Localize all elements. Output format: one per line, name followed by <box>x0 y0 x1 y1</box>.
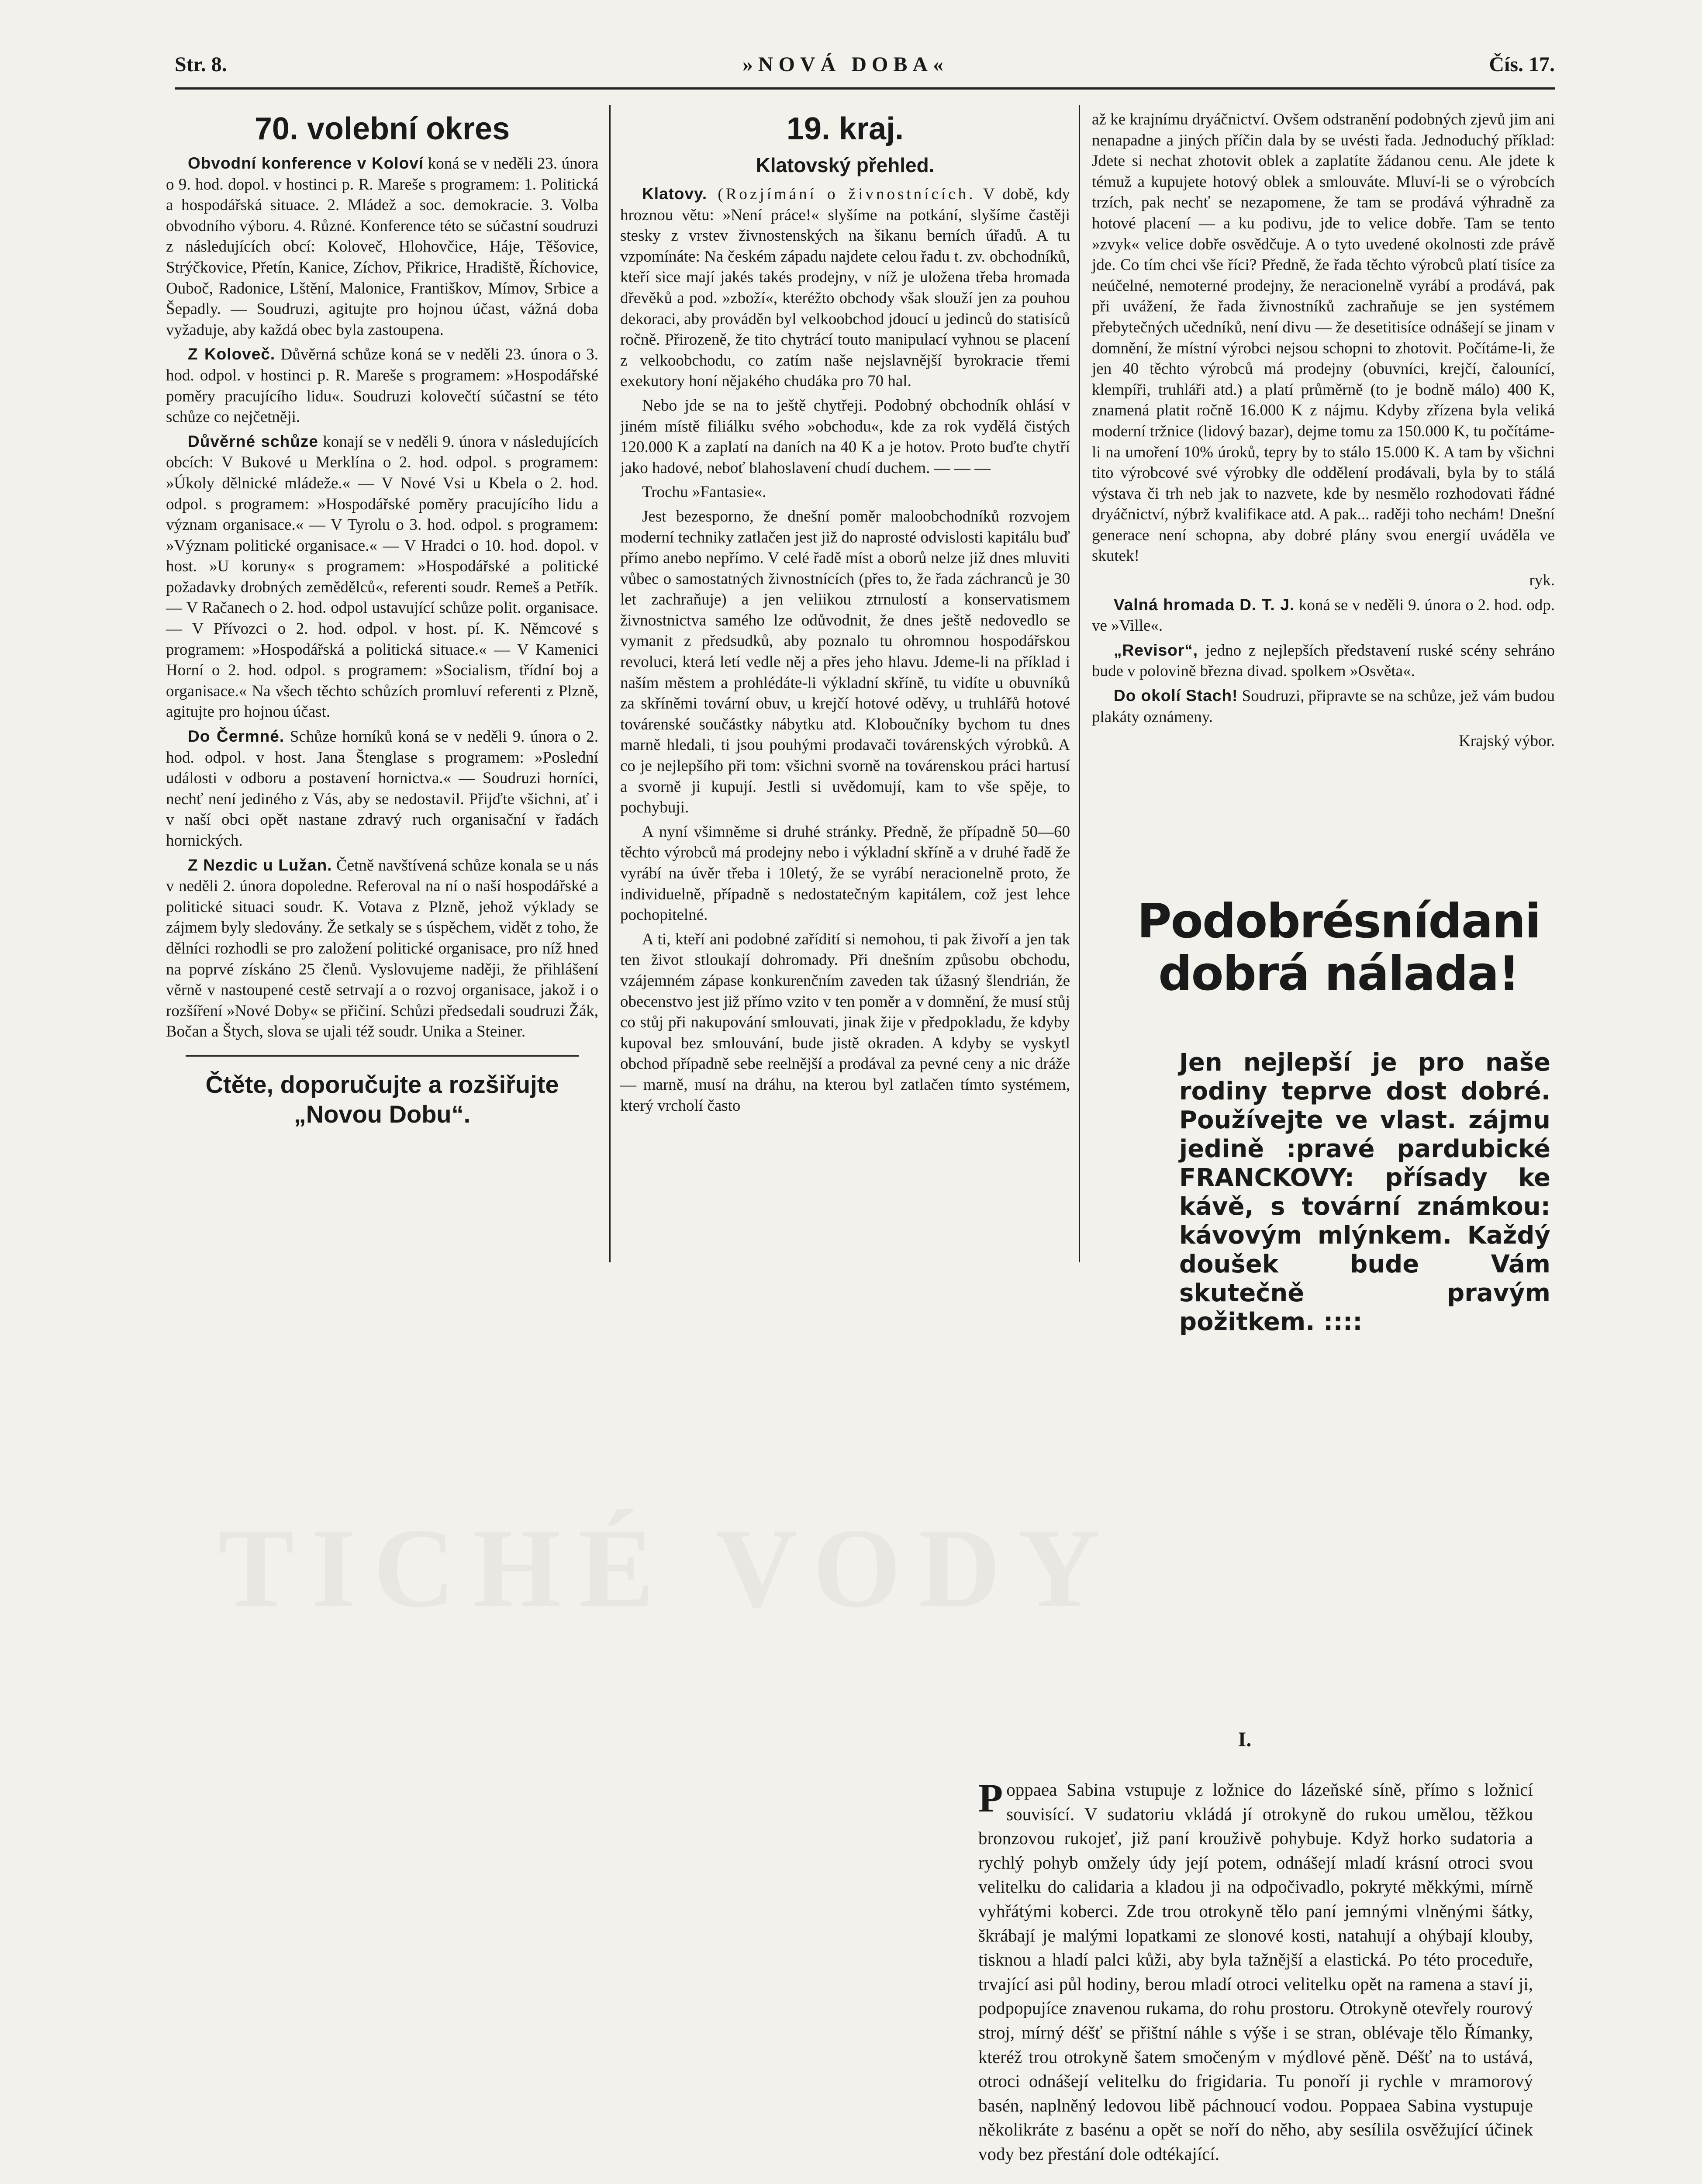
page-label: Str. 8. <box>175 53 227 76</box>
article-paragraph: Do Čermné. Schůze horníků koná se v neděli 9. února o 2. hod. odpol. v host. Jana Štenglase s programem: »Poslední události v odboru a postavení hornictva.« — Soudruzi horníci, nechť není jediného z Vás, aby se nedostavil. Přijďte všichni, ať i v naší obci opět nastane zdravý ruch organisační v řadách hornických. <box>166 727 599 850</box>
section-title: 19. kraj. <box>786 111 904 146</box>
article-paragraph: A ti, kteří ani podobné zařídití si nemohou, ti pak živoří a jen tak ten život stloukají dohromady. Při dnešním způsobu obchodu, vzájemném zápase konkurenčním zaveden tak úžasný šlendrián, že obecenstvo jest již přímo vzito v ten poměr a v domnění, že musí stůj co stůj při nakupování smlouvati, jinak žije v předpokladu, že kdyby kupoval bez smlouvání, bude jistě okraden. A kdyby se vyskytl obchod případně sebe reelnější a prodával za pevné ceny a nic dráže — marně, musí na dráhu, na kterou byl zatlačen tímto systémem, který vrcholí často <box>620 930 1070 1115</box>
section-title: 70. volební okres <box>254 111 510 146</box>
article-paragraph: Jest bezesporno, že dnešní poměr maloobchodníků rozvojem moderní techniky zatlačen jest již do naprosté odvislosti kapitálu buď přímo anebo nepřímo. V celé řadě míst a oborů nelze již dnes mluviti vůbec o samostatných živnostnících (přes to, že řada záchranců je 30 let zachraňuje) a jen veliikou ztrnulostí a konservatismem živnostnictva samého lze odůvodnit, že dnes ještě nedovedlo se vymanit z předsudků, aby poznalo tu ohromnou hospodářskou revoluci, která letí vedle něj a přes jeho hlavu. Jdeme-li na příklad i naším městem a prohlédáte-li výkladní skříně, tu vidíte u obuvníků za skříněmi tovární obuv, u krejčí hotové oděvy, u truhlářů hotové továrenské součástky nábytku atd. Kloboučníky bychom tu dnes marně hledali, ti jsou pouhými prodavači továrenských výrobků. A co je nejlepšího při tom: všichni svorně na továrenskou práci hartusí a svorně ji kupují. Jestli si uvědomují, kam to vše spěje, to pochybuji. <box>620 507 1070 817</box>
article-signature: ryk. <box>1529 571 1555 590</box>
ad-headline: Podobrésnídani dobrá nálada! <box>1137 894 1540 1001</box>
issue-number: Čís. 17. <box>1489 53 1555 76</box>
subscribe-appeal: Čtěte, doporučujte a rozšiřujte „Novou Dobu“. <box>205 1070 559 1128</box>
header-rule <box>175 87 1555 90</box>
bleed-through-title: TICHÉ VODY <box>218 1505 1118 1631</box>
paper-name: »NOVÁ DOBA« <box>742 53 949 76</box>
column-divider <box>1079 105 1080 1262</box>
article-paragraph: A nyní všimněme si druhé stránky. Předně, že případně 50—60 těchto výrobců má prodejny nebo i výkladní skříně a v druhé řadě že vyrábí na úvěr třeba i 10letý, že se vyrábí neracionelně proto, že individuelně, případně s nedostatečným kapitálem, což jest lehce pochopitelné. <box>620 822 1070 924</box>
drop-cap: P <box>978 1776 1003 1820</box>
column-divider <box>609 105 611 1262</box>
article-paragraph: Valná hromada D. T. J. koná se v neděli 9. února o 2. hod. odp. ve »Ville«. <box>1092 595 1555 635</box>
article-paragraph: Trochu »Fantasie«. <box>642 483 766 501</box>
article-paragraph: až ke krajnímu dryáčnictví. Ovšem odstranění podobných zjevů jim ani nenapadne a jiných příčin dala by se uvésti řada. Jednoduchý příklad: Jdete si nechat zhotovit oblek a zaplatíte žádanou cenu. Ale jdete k témuž a kupujete hotový oblek a smlouváte. Mluví-li se o výrobcích trzích, pak nechť se nezapomene, že tam se prodává výhradně za hotové placení — a ku podivu, jde to velice dobře. Tam se tento »zvyk« velice dobře osvědčuje. A o tyto uvedené okolnosti zde právě jde. Co tím chci vše říci? Předně, že řada těchto výrobců platí tisíce za neúčelné, nemoterné prodejny, že neracionelně vyrábí a prodává, pak při uvážení, že řada živnostníků zachraňuje se jen systémem přebytečných učedníků, není divu — že desetitisíce odnášejí se jinam v domnění, že místní výrobci nejsou schopni to zhotovit. Počítáme-li, že jen 40 těchto výrobců má prodejny (obuvníci, krejčí, čalounící, klempíři, truhláři atd.) a platí průměrně (to je bodně málo) 400 K, znamená platit ročně 16.000 K z nájmu. Kdyby zřízena byla veliká moderní tržnice (lidový bazar), dejme tomu za 150.000 K, tu počítáme-li na umoření 10% úroků, tepry by to stálo 15.000 K. A tam by všichni tito výrobcové své výrobky dle oddělení prodávali, byla by to stálá výstava či trh neb jak to nazvete, kde by nesmělo rozhodovati řádné dryáčnictví, nýbrž kvalifikace atd. A pak... raději toho nechám! Dnešní generace není schopna, aby dobré plány svou energií uváděla ve skutek! <box>1092 111 1555 565</box>
page-header <box>175 52 1555 83</box>
article-paragraph: Nebo jde se na to ještě chytřeji. Podobný obchodník ohlásí v jiném místě filiálku svého »obchodu«, kde za rok vydělá čistých 120.000 K a zaplatí na daních na 40 K a je hotov. Proto buďte chytří jako hadové, neboť blahoslavení chudí duchem. — — — <box>620 396 1070 477</box>
story-body: oppaea Sabina vstupuje z ložnice do lázeňské síně, přímo s ložnicí souvisící. V sudatoriu vkládá jí otrokyně do rukou umělou, těžkou bronzovou rukojeť, již paní krouživě pohybuje. Když horko sudatoria a rychlý pohyb omžely údy její potem, odnášejí mladí krásní otroci svou velitelku do calidaria a kladou ji na odpočivadlo, pokryté měkkými, mírně vyhřátými koberci. Zde trou otrokyně tělo paní jemnými vlněnými šátky, škrábají je malými lopatkami ze slonové kosti, natahují a ohýbají klouby, tisknou a hladí palci kůži, aby byla tažnější a elastická. Po této proceduře, trvající asi půl hodiny, berou mladí otroci velitelku opět na ramena a staví ji, podpopujíce znavenou rukama, do rohu prostoru. Otrokyně otevřely rourový stroj, mírný déšť se přištní náhle s výše i se stran, oblévaje tělo Římanky, kteréž trou otrokyně šatem smočeným v mýdlové pěně. Déšť na to ustává, otroci odnášejí velitelku do frigidaria. Tu ponoří ji rychle v mramorový basén, naplněný ledovou libě páchnoucí vodou. Poppaea Sabina vystupuje několikráte z basénu a opět se noří do něho, aby sesílila osvěžující účinek vody bez přestání dole odtékající. <box>978 1780 1533 2164</box>
article-paragraph: „Revisor“, jedno z nejlepších představení ruské scény sehráno bude v polovině března divad. spolkem »Osvěta«. <box>1092 641 1555 681</box>
article-paragraph: Důvěrné schůze konají se v neděli 9. února v následujících obcích: V Bukové u Merklína o 2. hod. odpol. s programem: »Úkoly dělnické mládeže.« — V Nové Vsi u Kbela o 2. hod. odpol. s programem: »Hospodářské poměry pracujícího lidu a význam organisace.« — V Tyrolu o 3. hod. odpol. s programem: »Význam politické organisace.« — V Hradci o 10. hod. dopol. v host. »U koruny« s programem: »Hospodářské a politické požadavky drobných zemědělců«, referenti soudr. Remeš a Petřík. — V Račanech o 2. hod. odpol ustavující schůze polit. organisace. — V Přívozci o 2. hod. odpol. v host. pí. K. Němcové s programem: »Hospodářská a politická situace.« — V Kamenici Horní o 2. hod. odpol. s programem: »Socialism, třídní boj a organisace.« Na všech těchto schůzích promluví referenti z Plzně, agitujte pro hojnou účast. <box>166 432 598 721</box>
feuilleton-text <box>978 1778 1533 2167</box>
article-paragraph: Obvodní konference v Koloví koná se v neděli 23. února o 9. hod. dopol. v hostinci p. R. Mareše s programem: 1. Politická a hospodářská situace. 2. Mládež a soc. demokracie. 3. Volba obvodního výboru. 4. Různé. Konference této se súčastní soudruzi z následujících obcí: Koloveč, Hlohovčice, Háje, Těšovice, Strýčkovice, Přetín, Kanice, Zíchov, Přikrice, Hradiště, Říchovice, Ouboč, Radonice, Lštění, Malonice, Františkov, Mímov, Srbice a Šepadly. — Soudruzi, agitujte pro hojnou účast, vážná doba vyžaduje, aby každá obec byla zastoupena. <box>166 154 598 339</box>
article-signature: Krajský výbor. <box>1459 732 1555 750</box>
story-chapter: I. <box>1238 1728 1252 1751</box>
column-left <box>166 109 598 1129</box>
article-paragraph: Do okolí Stach! Soudruzi, připravte se na schůze, jež vám budou plakáty oznámeny. <box>1092 687 1555 726</box>
section-subtitle: Klatovský přehled. <box>756 154 935 176</box>
ad-body: Jen nejlepší je pro naše rodiny teprve dost dobré. Používejte ve vlast. zájmu jedině :pravé pardubické FRANCKOVY: přísady ke kávě, s tovární známkou: kávovým mlýnkem. Každý doušek bude Vám skutečně pravým požitkem. :::: <box>1179 1048 1550 1336</box>
article-paragraph: Klatovy. (Rozjímání o živnostnících. V době, kdy hroznou větu: »Není práce!« slyšíme na potkání, slyšíme častěji stesky z vrstev živnostenských na šikanu berních úřadů. A tu vzpomínáte: Na českém západu najdete celou řadu t. zv. obchodníků, kteří sice mají jakés takés prodejny, v níž je uložena třeba hromada dřevěků a pod. »zboží«, kteréžto obchody však slouží jen za pouhou dekoraci, aby prováděn byl velkoobchod jdoucí u jedinců do statisíců ročně. Přirozeně, že tito chytrácí touto manipulací vyhnou se placení z velkoobchodu, co zatím naše nejslavnější byrokracie třemi exekutory honí nějakého chudáka pro 70 hal. <box>620 185 1070 390</box>
column-middle <box>620 109 1070 1120</box>
section-rule <box>186 1055 579 1057</box>
article-paragraph: Z Koloveč. Důvěrná schůze koná se v neděli 23. února o 3. hod. odpol. v hostinci p. R. Mareše s programem: »Hospodářské poměry pracujícího lidu«. Soudruzi kolovečtí súčastní se této schůze co nejčetněji. <box>166 345 598 426</box>
article-paragraph: Z Nezdic u Lužan. Četně navštívená schůze konala se u nás v neděli 2. února dopoledne. Referoval na ní o naší hospodářské a politické situaci soudr. K. Votava z Plzně, jehož výklady se zájmem byly sledovány. Že setkaly se s úspěchem, vidět z toho, že dělníci rozhodli se pro založení politické organisace, pro níž hned na poprvé získáno 25 členů. Vyslovujeme naději, že přihlášení věrně v nastoupené cestě setrvají a o rozvoj organisace, jakož i o rozšíření »Nové Doby« se přičiní. Schůzi předsedali soudruzi Žák, Bočan a Štych, slova se ujali též soudr. Unika a Steiner. <box>166 856 598 1041</box>
column-right <box>1092 109 1555 755</box>
